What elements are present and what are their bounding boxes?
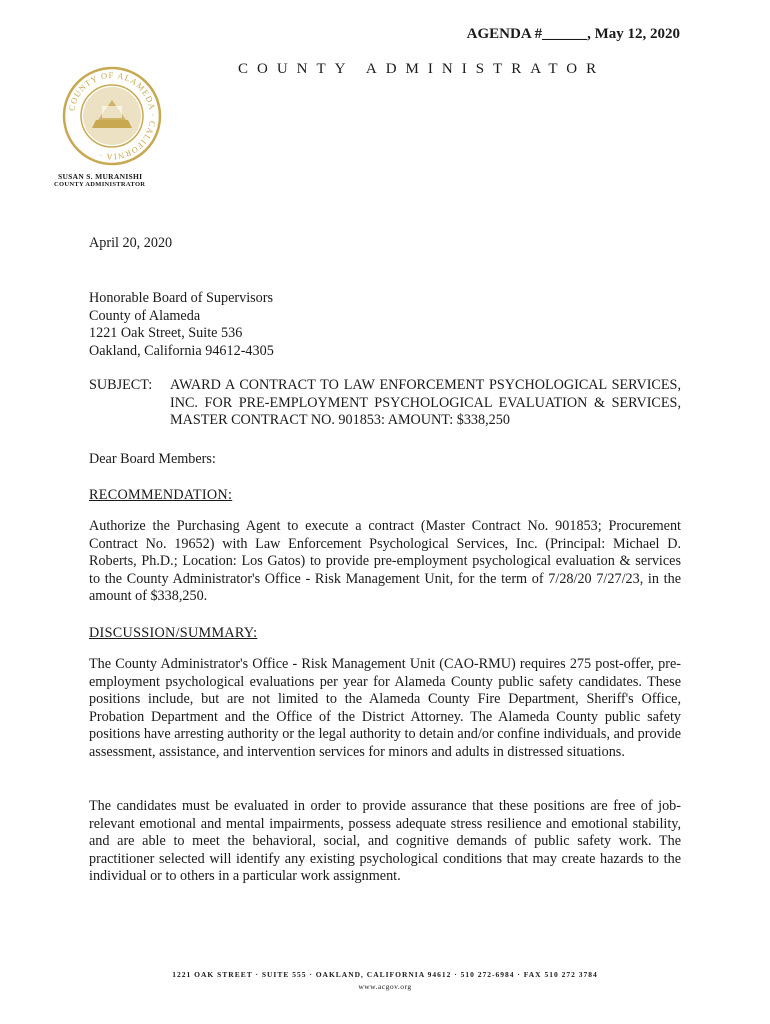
greeting: Dear Board Members: — [89, 451, 216, 467]
footer-url: www.acgov.org — [358, 982, 412, 991]
svg-text:COUNTY OF ALAMEDA · CALIFORNIA: COUNTY OF ALAMEDA · CALIFORNIA · — [66, 69, 159, 163]
agenda-line: AGENDA #______, May 12, 2020 — [466, 26, 680, 42]
discussion-paragraph-2: The candidates must be evaluated in order to provide assurance that these positions are free of job-relevant emotional and mental impairments, possess adequate stress resilience and emotional stability, and are able to meet the behavioral, social, and cognitive demands of public safety work. The practitioner selected will identify any existing psychological conditions that may create hazards to the individual or to others in a particular work assignment. — [89, 798, 681, 885]
recommendation-paragraph: Authorize the Purchasing Agent to execute a contract (Master Contract No. 901853; Procurement Contract No. 19652) with Law Enforcement Psychological Services, Inc. (Principal: Michael D. Roberts, Ph.D.; Location: Los Gatos) to provide pre-employment psychological evaluation & services to the County Administrator's Office - Risk Management Unit, for the term of 7/28/20 7/27/23, in the amount of $338,250. — [89, 518, 681, 605]
subject-label: SUBJECT: — [89, 377, 153, 393]
office-title: COUNTY ADMINISTRATOR — [238, 61, 606, 77]
recommendation-heading: RECOMMENDATION: — [89, 487, 233, 503]
letter-date: April 20, 2020 — [89, 235, 173, 251]
address-line: Honorable Board of Supervisors — [89, 290, 274, 306]
address-line: County of Alameda — [89, 307, 201, 324]
address-line: 1221 Oak Street, Suite 536 — [89, 325, 243, 342]
discussion-heading: DISCUSSION/SUMMARY: — [89, 625, 258, 641]
footer-address: 1221 OAK STREET · SUITE 555 · OAKLAND, CALIFORNIA 94612 · 510 272-6984 · FAX 510 272 3784 — [172, 970, 598, 979]
subject-block — [89, 377, 681, 430]
county-seal-logo — [62, 66, 162, 166]
officer-name: SUSAN S. MURANISHI — [58, 172, 143, 181]
subject-text: AWARD A CONTRACT TO LAW ENFORCEMENT PSYCHOLOGICAL SERVICES, INC. FOR PRE-EMPLOYMENT PSYCHOLOGICAL EVALUATION & SERVICES, MASTER CONTRACT NO. 901853: AMOUNT: $338,250 — [170, 377, 681, 429]
discussion-paragraph-1: The County Administrator's Office - Risk Management Unit (CAO-RMU) requires 275 post-offer, pre-employment psychological evaluations per year for Alameda County public safety candidates. These positions include, but are not limited to the Alameda County Fire Department, Sheriff's Office, Probation Department and the Office of the District Attorney. The Alameda County public safety positions have arresting authority or the legal authority to detain and/or confine individuals, and provide assessment, assistance, and intervention services for minors and adults in distressed situations. — [89, 656, 681, 760]
recipient-address — [89, 290, 681, 360]
officer-title: COUNTY ADMINISTRATOR — [54, 181, 146, 188]
address-line: Oakland, California 94612-4305 — [89, 342, 274, 359]
